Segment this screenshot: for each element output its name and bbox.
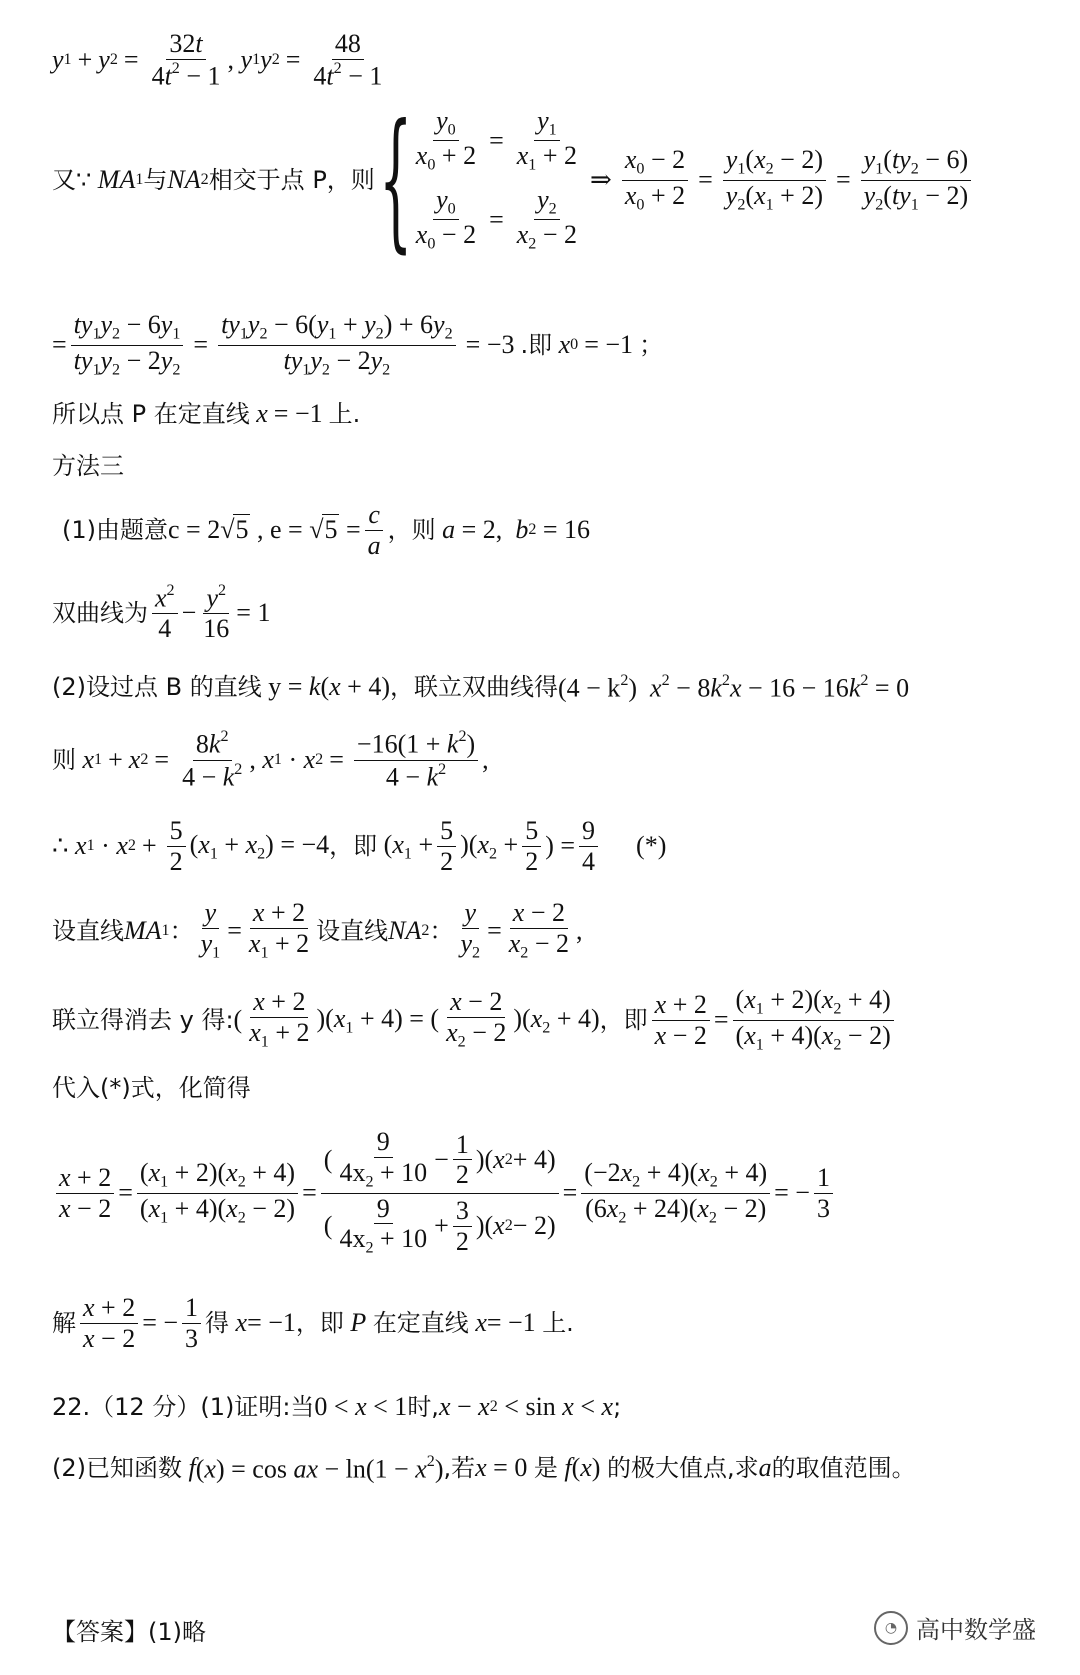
text-l2-mid: 与 bbox=[143, 165, 168, 194]
line-part1-given: (1)由题意 c = 2√5 , e = √5 = $\frac{c}{a}$ ，则 a = 2, b 2 = 16 bbox=[62, 499, 591, 560]
line-hyperbola: 双曲线为 $\frac{x^2}{4}$ − $\frac{y^2}{16}$ = 1 bbox=[52, 581, 271, 644]
text-q22-b: 时, bbox=[407, 1392, 439, 1421]
text-l2-post: 相交于点 P，则 bbox=[208, 165, 375, 194]
line-vieta: 则 x 1 + x 2 = $\frac{8k^2}{4 - k^2}$ , x 1 · x 2 = $\frac{-16(1 + k^2)}{4 - k^2}$ , bbox=[52, 728, 489, 791]
equation-system: $\frac{y_0}{x_0 + 2}$ = $\frac{y_1}{x_1 + 2}$ $\frac{y_0}{x_0 - 2}$ = $\frac{y_2}{x_2 - 2}$ bbox=[415, 105, 578, 253]
text-q22-a: 22.（12 分）(1)证明:当 bbox=[52, 1392, 315, 1421]
line-sum-product: y 1 + y 2 = $\frac{32t}{4t^2 - 1}$ , y 1 y 2 = $\frac{48}{4t^2 - 1}$ bbox=[52, 28, 383, 91]
text-l11-b: 设直线 bbox=[316, 916, 389, 945]
text-l12-mid: ，即 bbox=[599, 1005, 648, 1034]
line-conclusion-p: 所以点 P 在定直线 x = −1 上. bbox=[52, 399, 361, 429]
line-simplify-chain: $\frac{x + 2}{x - 2}$ = $\frac{(x_1 + 2)(x_2 + 4)}{(x_1 + 4)(x_2 - 2)}$ = ( $\frac{9}{4x_2 + 10}$ − $\frac{1}{2}$ )( x 2 + 4) ( $\frac{9}{4x_2 + 10}$ + $\frac{3}{2}$ )( x 2 − 2) = $\frac{(-2x_2 + 4)(x_2 + 4)}{(6x_2 + 24)(x_2 - 2)}$ = − $\frac{1}{3}$ bbox=[0, 1118, 1080, 1268]
watermark-badge bbox=[874, 1610, 1036, 1645]
text-l15-mid: 得 bbox=[205, 1308, 230, 1337]
star-marker: (*) bbox=[636, 831, 667, 861]
text-q22-c: (2)已知函数 bbox=[52, 1453, 182, 1482]
line-set-lines: 设直线 MA 1 ： $\frac{y}{y_1}$ = $\frac{x + 2}{x_1 + 2}$ 设直线 NA 2 ： $\frac{y}{y_2}$ = $\frac{x - 2}{x_2 - 2}$ , bbox=[52, 898, 583, 962]
text-l15-end2: 上. bbox=[542, 1308, 574, 1337]
line-part2-line: (2)设过点 B 的直线 y = k(x + 4) ，联立双曲线得 $(4 - k^2)$ $x^2 - 8k^2x - 16 - 16k^2 = 0$ bbox=[52, 671, 910, 703]
left-brace: { bbox=[378, 93, 413, 267]
watermark-text: 高中数学盛 bbox=[916, 1616, 1036, 1644]
question-22-part1: 22.（12 分）(1)证明:当 0 < x < 1 时, x − x 2 < sin x < x ; bbox=[52, 1392, 622, 1422]
text-l6-pre: (1)由题意 bbox=[62, 515, 168, 544]
text-q22-f: 的极大值点,求 bbox=[606, 1453, 759, 1482]
text-l11-a: 设直线 bbox=[52, 916, 124, 945]
question-22-part2: (2)已知函数 f (x) = cos ax − $\ln(1 - x^2)$ ,若 x = 0 是 f (x) 的极大值点,求 a 的取值范围。 bbox=[52, 1452, 916, 1484]
text-l15-pre: 解 bbox=[52, 1308, 76, 1337]
text-q22-e: 是 bbox=[533, 1453, 558, 1482]
text-l9-pre: 则 bbox=[52, 745, 76, 774]
text-l8-mid: ，联立双曲线得 bbox=[389, 672, 558, 701]
line-star-relation: ∴ x 1 · x 2 + $\frac{5}{2}$ $(x_1 + x_2) = -4$ ，即 ($x_1$ + $\frac{5}{2}$ )($x_2$ + $\frac{5}{2}$ ) = $\frac{9}{4}$ (*) bbox=[52, 815, 667, 876]
text-q22-d: ,若 bbox=[443, 1453, 476, 1482]
line-substitute: 代入(*)式，化简得 bbox=[52, 1073, 251, 1102]
text-l6-then: ，则 bbox=[387, 515, 436, 544]
text-l4-end: 上. bbox=[328, 399, 361, 428]
line-intersection-system: 又∵ MA 1 与 NA 2 相交于点 P，则 { $\frac{y_0}{x_0 + 2}$ = $\frac{y_1}{x_1 + 2}$ $\frac{y_0}{x_0 - 2}$ = $\frac{y_2}{x_2 - 2}$ ⇒ $\frac{x_0 - 2}{x_0 + 2}$ = $\frac{y_1(x_2 - 2)}{y_2(x_1 + 2)}$ = $\frac{y_1(ty_2 - 6)}{y_2(ty_1 - 2)}$ bbox=[0, 100, 1080, 260]
text-l10-mid: ，即 bbox=[329, 831, 378, 860]
text-l8-pre: (2)设过点 B 的直线 bbox=[52, 672, 262, 701]
method-three-heading: 方法三 bbox=[52, 451, 124, 480]
text-l12-pre: 联立得消去 y 得: bbox=[52, 1005, 234, 1034]
answer-line: 【答案】(1)略 bbox=[52, 1617, 206, 1646]
wechat-icon: ◔ bbox=[874, 1611, 908, 1645]
text-l7-pre: 双曲线为 bbox=[52, 598, 148, 627]
text-l15-end: 在定直线 bbox=[372, 1308, 469, 1337]
text-l3-tail: .即 bbox=[520, 330, 553, 359]
text-l15-mid2: ，即 bbox=[295, 1308, 344, 1337]
line-solve-x: 解 $\frac{x + 2}{x - 2}$ = − $\frac{1}{3}$ 得 x = −1 ，即 P 在定直线 x = −1 上. bbox=[52, 1292, 574, 1353]
text-l4: 所以点 P 在定直线 bbox=[52, 399, 250, 428]
line-ratio-result: = $\frac{ty_1y_2 - 6y_1}{ty_1y_2 - 2y_2}$ = $\frac{ty_1y_2 - 6(y_1 + y_2) + 6y_2}{ty_1y_2 - 2y_2}$ = −3 .即 x 0 = −1 ； bbox=[52, 310, 664, 379]
text-l2-pre: 又∵ bbox=[52, 165, 92, 194]
line-eliminate-y: 联立得消去 y 得: ( $\frac{x + 2}{x_1 + 2}$ )$(x_1 + 4)$ = ( $\frac{x - 2}{x_2 - 2}$ )$(x_2 + 4)$ ，即 $\frac{x + 2}{x - 2}$ = $\frac{(x_1 + 2)(x_2 + 4)}{(x_1 + 4)(x_2 - 2)}$ bbox=[0, 982, 1080, 1058]
text-q22-g: 的取值范围。 bbox=[771, 1453, 916, 1482]
